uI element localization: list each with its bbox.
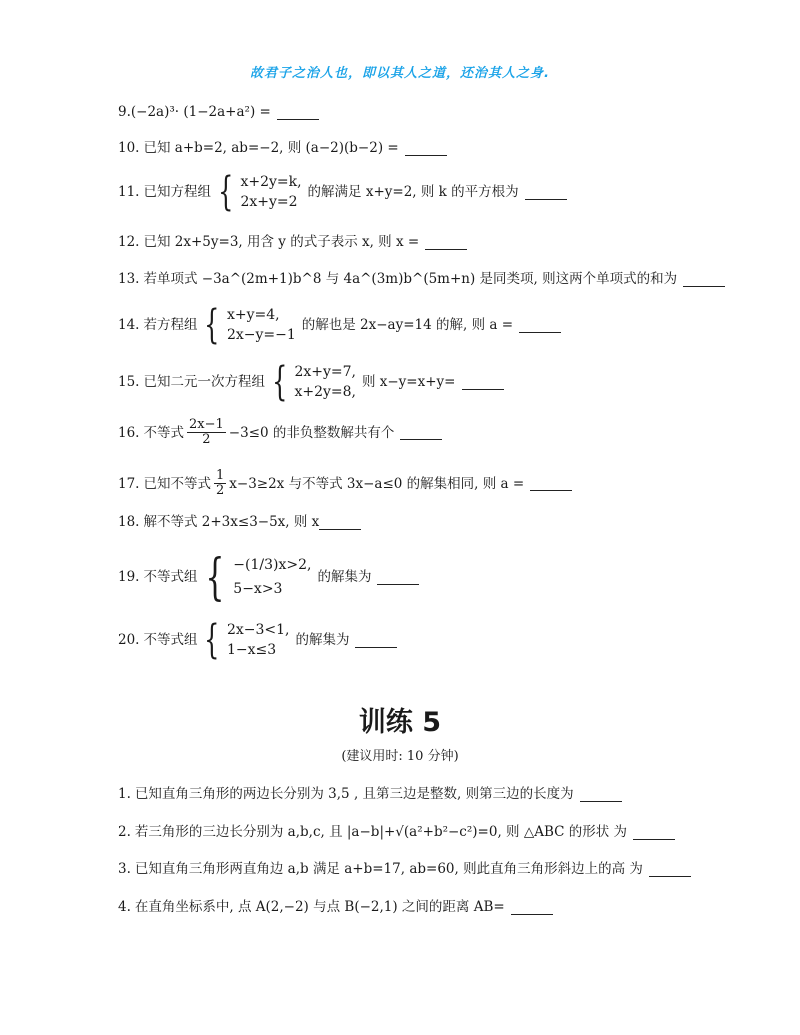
- inequality-system: [199, 617, 290, 663]
- section-subtitle: (建议用时: 10 分钟): [341, 749, 459, 764]
- question-number: 17.: [118, 475, 140, 492]
- question-16: [118, 418, 442, 447]
- question-suffix: 的解集为: [317, 569, 372, 585]
- answer-blank[interactable]: [683, 272, 725, 287]
- question-number: 4.: [118, 899, 131, 915]
- question-number: 1.: [118, 786, 131, 802]
- question-number: 19.: [118, 569, 140, 585]
- question-number: 11.: [118, 184, 140, 200]
- question-number: 3.: [118, 861, 131, 877]
- question-15: [118, 359, 504, 405]
- question-suffix: 则 x−y=x+y=: [361, 374, 456, 390]
- question-text: 已知直角三角形两直角边 a,b 满足 a+b=17, ab=60, 则此直角三角形斜边上的高 为: [134, 861, 643, 877]
- question-number: 12.: [118, 234, 140, 250]
- question-number: 13.: [118, 271, 140, 287]
- equation-system: [267, 359, 356, 405]
- question-suffix: −3≤0 的非负整数解共有个: [228, 424, 395, 441]
- fraction-denominator: 2: [215, 483, 225, 498]
- question-4: [118, 898, 553, 916]
- equation-line: 2x+y=7,: [294, 364, 356, 380]
- answer-blank[interactable]: [530, 476, 572, 491]
- equation-line: x+y=4,: [226, 307, 280, 323]
- question-3: [118, 860, 691, 878]
- answer-blank[interactable]: [519, 318, 561, 333]
- question-number: 14.: [118, 317, 140, 333]
- question-11: [118, 169, 567, 215]
- question-prefix: 不等式组: [143, 632, 198, 648]
- answer-blank[interactable]: [377, 570, 419, 585]
- question-17: [118, 469, 572, 498]
- question-18: [118, 513, 361, 531]
- answer-blank[interactable]: [649, 862, 691, 877]
- question-suffix: 的解也是 2x−ay=14 的解, 则 a =: [301, 317, 514, 333]
- question-number: 16.: [118, 424, 140, 441]
- answer-blank[interactable]: [580, 787, 622, 802]
- answer-blank[interactable]: [525, 185, 567, 200]
- inequality-line: −(1/3)x>2,: [233, 557, 312, 573]
- fraction-numerator: 1: [215, 468, 225, 483]
- question-text: 若三角形的三边长分别为 a,b,c, 且 |a−b|+√(a²+b²−c²)=0, 则 △ABC 的形状 为: [134, 824, 628, 840]
- question-text: 在直角坐标系中, 点 A(2,−2) 与点 B(−2,1) 之间的距离 AB=: [134, 899, 505, 915]
- question-prefix: 不等式组: [143, 569, 198, 585]
- question-text: (−2a)³· (1−2a+a²) =: [130, 104, 271, 120]
- question-9: [118, 103, 319, 121]
- section-title: 训练 5: [358, 707, 442, 738]
- fraction-denominator: 2: [202, 432, 211, 447]
- question-prefix: 不等式: [143, 424, 184, 441]
- question-19: [118, 548, 419, 606]
- equation-system: [199, 302, 296, 348]
- inequality-line: 2x−3<1,: [226, 622, 290, 638]
- question-13: [118, 270, 725, 288]
- inequality-line: 5−x>3: [233, 581, 283, 597]
- question-suffix: 的解满足 x+y=2, 则 k 的平方根为: [307, 184, 519, 200]
- question-text: 已知 a+b=2, ab=−2, 则 (a−2)(b−2) =: [143, 140, 399, 156]
- question-suffix: 的解集为: [295, 632, 350, 648]
- answer-blank[interactable]: [633, 825, 675, 840]
- answer-blank[interactable]: [462, 375, 504, 390]
- question-10: [118, 139, 447, 157]
- question-text: 已知 2x+5y=3, 用含 y 的式子表示 x, 则 x =: [143, 234, 420, 250]
- left-brace-icon: {: [218, 169, 234, 215]
- answer-blank[interactable]: [355, 633, 397, 648]
- question-suffix: x−3≥2x 与不等式 3x−a≤0 的解集相同, 则 a =: [229, 475, 525, 492]
- fraction: [187, 418, 226, 447]
- question-20: [118, 617, 397, 663]
- question-2: [118, 823, 675, 841]
- header-motto: 故君子之治人也，即以其人之道，还治其人之身.: [250, 66, 550, 81]
- equation-line: x+2y=k,: [240, 174, 302, 190]
- question-prefix: 已知不等式: [143, 475, 211, 492]
- answer-blank[interactable]: [400, 425, 442, 440]
- left-brace-icon: {: [205, 548, 225, 606]
- question-prefix: 已知方程组: [143, 184, 211, 200]
- left-brace-icon: {: [204, 302, 220, 348]
- question-number: 15.: [118, 374, 140, 390]
- left-brace-icon: {: [204, 617, 220, 663]
- question-number: 10.: [118, 140, 140, 156]
- question-1: [118, 785, 622, 803]
- left-brace-icon: {: [272, 359, 288, 405]
- fraction-numerator: 2x−1: [188, 417, 224, 432]
- question-number: 18.: [118, 514, 140, 530]
- equation-line: 2x−y=−1: [226, 327, 296, 343]
- equation-line: 2x+y=2: [240, 194, 298, 210]
- question-text: 已知直角三角形的两边长分别为 3,5 , 且第三边是整数, 则第三边的长度为: [134, 786, 574, 802]
- question-prefix: 已知二元一次方程组: [143, 374, 265, 390]
- answer-blank[interactable]: [319, 515, 361, 530]
- inequality-system: [199, 548, 312, 606]
- equation-system: [213, 169, 302, 215]
- fraction: [214, 469, 226, 498]
- answer-blank[interactable]: [405, 141, 447, 156]
- question-12: [118, 233, 467, 251]
- answer-blank[interactable]: [425, 235, 467, 250]
- answer-blank[interactable]: [511, 900, 553, 915]
- equation-line: x+2y=8,: [294, 384, 356, 400]
- question-text: 若单项式 −3a^(2m+1)b^8 与 4a^(3m)b^(5m+n) 是同类项, 则这两个单项式的和为: [143, 271, 678, 287]
- question-number: 2.: [118, 824, 131, 840]
- question-number: 9.: [118, 104, 131, 120]
- question-14: [118, 302, 561, 348]
- question-number: 20.: [118, 632, 140, 648]
- question-prefix: 若方程组: [143, 317, 198, 333]
- answer-blank[interactable]: [277, 105, 319, 120]
- inequality-line: 1−x≤3: [226, 642, 277, 658]
- question-text: 解不等式 2+3x≤3−5x, 则 x: [143, 514, 320, 530]
